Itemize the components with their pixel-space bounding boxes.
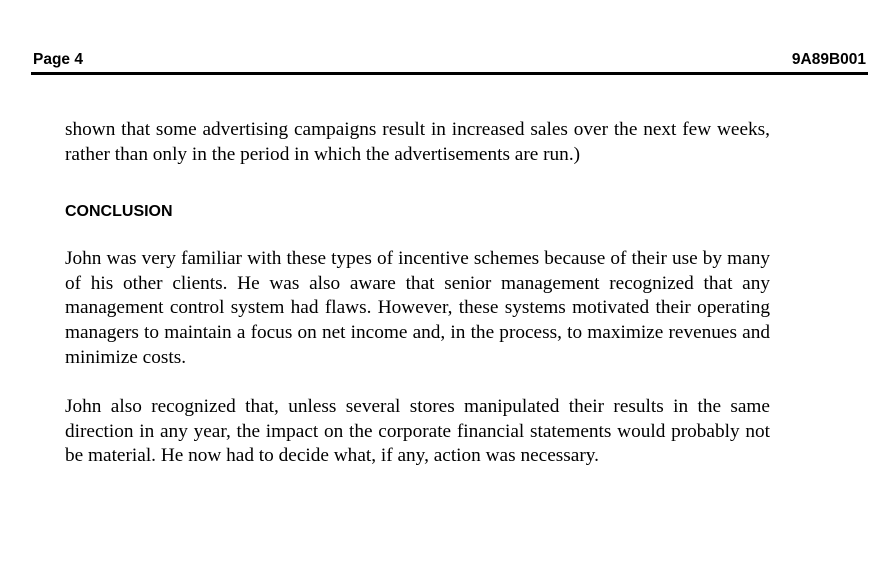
section-heading: CONCLUSION bbox=[65, 203, 173, 221]
paragraph-decision: John also recognized that, unless several stores manipulated their results in the same direction in any year, the impact on the corporate financial statements would probably not be material. He now had to decide what, if any, action was necessary. bbox=[65, 396, 770, 467]
document-code: 9A89B001 bbox=[791, 51, 866, 68]
paragraph-continuation: shown that some advertising campaigns result in increased sales over the next few weeks, rather than only in the period in which the advertisements are run.) bbox=[65, 119, 770, 165]
paragraph-incentive-schemes: John was very familiar with these types of incentive schemes because of their use by many of his other clients. He was also aware that senior management recognized that any management control system had flaws. However, these systems motivated their operating managers to maintain a focus on net income and, in the process, to maximize revenues and minimize costs. bbox=[65, 248, 770, 368]
header-divider bbox=[31, 72, 868, 75]
page-header bbox=[32, 51, 868, 71]
document-body bbox=[65, 118, 770, 469]
page-number: Page 4 bbox=[33, 51, 83, 68]
